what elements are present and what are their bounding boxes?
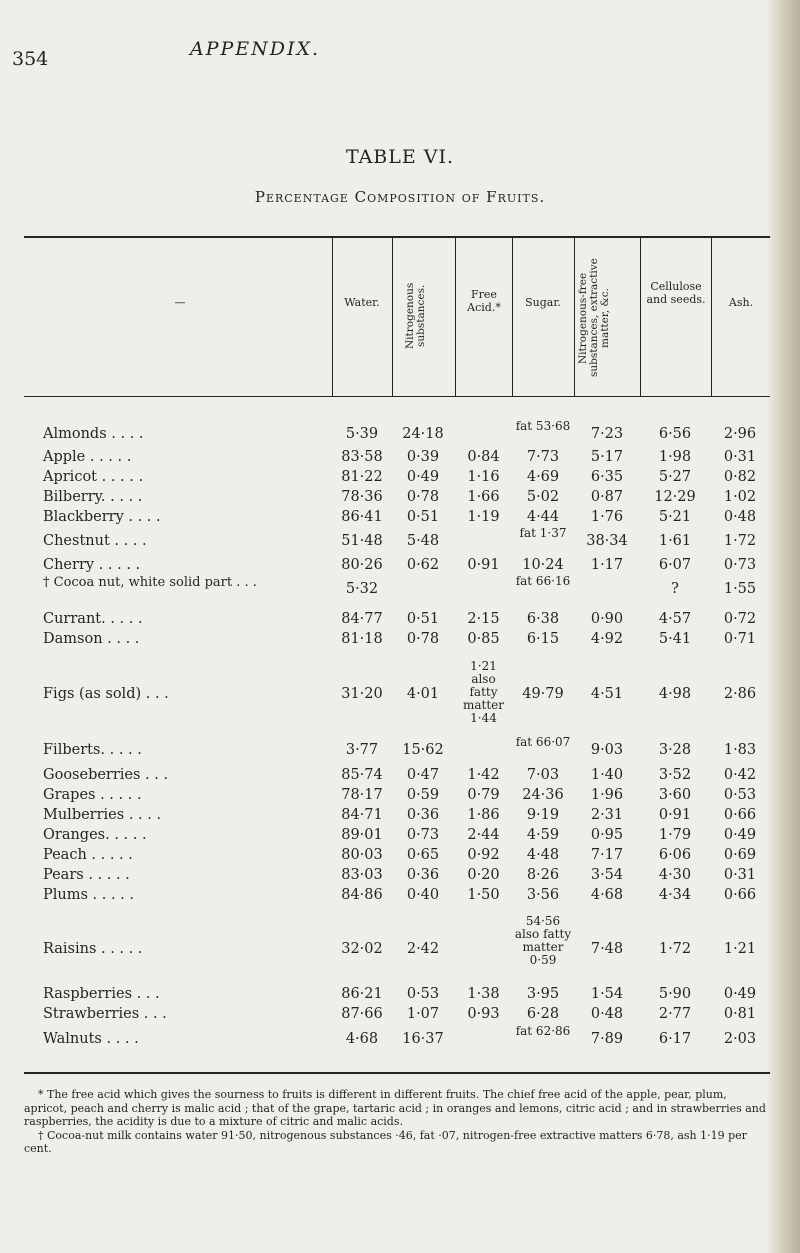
cell-free-acid: 0·85 [467,631,500,647]
column-divider [512,238,513,396]
table-subtitle: Percentage Composition of Fruits. [254,188,546,206]
cell-water: 86·21 [341,986,383,1002]
cell-ash: 0·49 [723,986,757,1002]
cell-ash: 0·69 [723,847,757,863]
cell-free-acid: 1·16 [467,469,500,485]
cell-sugar: 8·26 [526,867,560,883]
cell-water: 86·41 [341,509,383,525]
cell-cellulose: 5·27 [658,469,692,485]
cell-nitrogen-free: 2·31 [590,807,624,823]
cell-sugar: 4·44 [526,509,560,525]
footnote-cocoa: † Cocoa-nut milk contains water 91·50, nitrogenous substances ·46, fat ·07, nitrogen-free extractive matters 6·78, ash 1·19 per cent. [24,1128,747,1155]
cell-nitrogenous: 0·62 [406,557,440,573]
fruit-name: Blackberry . . . . [43,509,161,525]
fruit-name: Cherry . . . . . [43,557,141,573]
cell-water: 84·71 [341,807,383,823]
cell-water: 5·32 [345,581,379,597]
fruit-name: Pears . . . . . [43,867,130,883]
fruit-name: Gooseberries . . . [43,767,169,783]
cell-nitrogenous: 5·48 [406,533,440,549]
header-cellulose: Cellulose and seeds. [646,280,706,306]
cell-sugar: 4·59 [526,827,560,843]
cell-water: 85·74 [341,767,383,783]
cell-cellulose: 6·56 [658,426,692,442]
cell-nitrogenous: 1·07 [406,1006,440,1022]
cell-nitrogen-free: 9·03 [590,742,624,758]
cell-sugar: 4·48 [526,847,560,863]
fruit-name: Grapes . . . . . [43,787,142,803]
cell-sugar: 24·36 [522,787,564,803]
cell-nitrogenous: 0·78 [406,489,440,505]
cell-nitrogenous: 0·47 [406,767,440,783]
cell-free-acid: 1·50 [467,887,500,903]
fruit-name: Raisins . . . . . [43,941,143,957]
cell-nitrogen-free: 0·95 [590,827,624,843]
cell-nitrogen-free: 4·51 [590,686,624,702]
cell-sugar: 6·38 [526,611,560,627]
fruit-name: Damson . . . . [43,631,140,647]
cell-free-acid: 0·91 [467,557,500,573]
cell-sugar: 7·03 [526,767,560,783]
cell-nitrogen-free: 38·34 [586,533,628,549]
cell-ash: 2·86 [723,686,757,702]
cell-sugar: 9·19 [526,807,560,823]
cell-ash: 0·42 [723,767,757,783]
cell-water: 51·48 [341,533,383,549]
table-title: TABLE VI. [345,146,455,168]
fruit-name: Walnuts . . . . [43,1031,139,1047]
cell-cellulose: 5·90 [658,986,692,1002]
cell-sugar: 3·56 [526,887,560,903]
cell-sugar: 4·69 [526,469,560,485]
cell-ash: 0·71 [723,631,757,647]
cell-ash: 0·66 [723,807,757,823]
cell-nitrogenous: 0·78 [406,631,440,647]
table-top-rule [24,236,770,238]
fruit-name: Oranges. . . . . [43,827,147,843]
column-divider [332,238,333,396]
cell-water: 4·68 [345,1031,379,1047]
cell-cellulose: 4·98 [658,686,692,702]
cell-nitrogen-free: 6·35 [590,469,624,485]
cell-cellulose: 1·72 [658,941,692,957]
column-divider [392,238,393,396]
fruit-name: † Cocoa nut, white solid part . . . [43,575,257,590]
fruit-name: Currant. . . . . [43,611,143,627]
cell-ash: 0·49 [723,827,757,843]
cell-free-acid: 1·66 [467,489,500,505]
cell-nitrogenous: 2·42 [406,941,440,957]
cell-ash: 1·02 [723,489,757,505]
cell-cellulose: 5·21 [658,509,692,525]
cell-free-acid: 1·42 [467,767,500,783]
cell-cellulose: 6·06 [658,847,692,863]
cell-ash: 0·73 [723,557,757,573]
cell-nitrogenous: 4·01 [406,686,440,702]
cell-nitrogen-free: 3·54 [590,867,624,883]
cell-ash: 0·72 [723,611,757,627]
cell-water: 80·26 [341,557,383,573]
cell-sugar: 54·56 also fatty matter 0·59 [514,914,572,967]
cell-water: 87·66 [341,1006,383,1022]
cell-nitrogen-free: 7·23 [590,426,624,442]
cell-nitrogen-free: 4·92 [590,631,624,647]
cell-cellulose: ? [671,581,679,597]
fruit-name: Plums . . . . . [43,887,135,903]
fruit-name: Filberts. . . . . [43,742,142,758]
cell-free-acid: 0·84 [467,449,500,465]
cell-nitrogen-free: 0·48 [590,1006,624,1022]
cell-cellulose: 2·77 [658,1006,692,1022]
cell-ash: 0·31 [723,867,757,883]
column-divider [455,238,456,396]
cell-cellulose: 12·29 [654,489,696,505]
cell-nitrogen-free: 1·96 [590,787,624,803]
cell-sugar: 5·02 [526,489,560,505]
cell-nitrogenous: 0·51 [406,611,440,627]
cell-nitrogen-free: 7·17 [590,847,624,863]
cell-sugar: fat 1·37 [519,525,567,540]
fruit-name: Apple . . . . . [43,449,132,465]
cell-free-acid: 2·44 [467,827,500,843]
cell-sugar: 49·79 [522,686,564,702]
cell-nitrogenous: 0·36 [406,867,440,883]
cell-sugar: fat 66·07 [515,734,571,749]
cell-water: 83·03 [341,867,383,883]
cell-cellulose: 6·07 [658,557,692,573]
cell-water: 78·36 [341,489,383,505]
cell-cellulose: 1·79 [658,827,692,843]
cell-sugar: 7·73 [526,449,560,465]
cell-nitrogenous: 24·18 [402,426,444,442]
cell-water: 81·22 [341,469,383,485]
cell-water: 84·77 [341,611,383,627]
cell-cellulose: 6·17 [658,1031,692,1047]
cell-sugar: fat 62·86 [515,1023,571,1038]
cell-free-acid: 1·86 [467,807,500,823]
header-free-acid: Free Acid.* [467,288,501,314]
cell-nitrogen-free: 7·89 [590,1031,624,1047]
cell-ash: 1·72 [723,533,757,549]
table-header-rule [24,396,770,397]
fruit-name: Figs (as sold) . . . [43,686,169,702]
cell-ash: 0·31 [723,449,757,465]
cell-free-acid: 0·92 [467,847,500,863]
fruit-name: Raspberries . . . [43,986,160,1002]
header-nitrogenous: Nitrogenous substances. [404,282,427,350]
cell-water: 5·39 [345,426,379,442]
cell-sugar: 10·24 [522,557,564,573]
cell-sugar: 6·28 [526,1006,560,1022]
cell-nitrogen-free: 0·87 [590,489,624,505]
running-head: APPENDIX. [190,38,321,60]
cell-sugar: 6·15 [526,631,560,647]
cell-water: 3·77 [345,742,379,758]
fruit-name: Peach . . . . . [43,847,133,863]
header-water: Water. [344,296,380,309]
cell-nitrogenous: 15·62 [402,742,444,758]
cell-nitrogenous: 0·40 [406,887,440,903]
cell-ash: 1·83 [723,742,757,758]
fruit-name: Bilberry. . . . . [43,489,143,505]
cell-cellulose: 4·57 [658,611,692,627]
cell-nitrogen-free: 0·90 [590,611,624,627]
cell-water: 31·20 [341,686,383,702]
cell-cellulose: 3·28 [658,742,692,758]
cell-water: 89·01 [341,827,383,843]
cell-ash: 2·03 [723,1031,757,1047]
table-bottom-rule [24,1072,770,1074]
cell-ash: 1·55 [723,581,757,597]
footnotes [24,1088,768,1156]
cell-nitrogen-free: 4·68 [590,887,624,903]
cell-cellulose: 1·61 [658,533,692,549]
cell-free-acid: 1·38 [467,986,500,1002]
cell-nitrogenous: 0·53 [406,986,440,1002]
cell-cellulose: 4·34 [658,887,692,903]
cell-nitrogen-free: 1·40 [590,767,624,783]
cell-water: 81·18 [341,631,383,647]
cell-nitrogen-free: 7·48 [590,941,624,957]
cell-nitrogenous: 0·65 [406,847,440,863]
cell-sugar: fat 66·16 [515,573,571,588]
column-divider [711,238,712,396]
cell-water: 78·17 [341,787,383,803]
fruit-name: Strawberries . . . [43,1006,167,1022]
cell-nitrogenous: 0·49 [406,469,440,485]
cell-nitrogen-free: 5·17 [590,449,624,465]
cell-water: 83·58 [341,449,383,465]
cell-free-acid: 0·79 [467,787,500,803]
fruit-name: Almonds . . . . [43,426,144,442]
cell-nitrogenous: 0·39 [406,449,440,465]
cell-water: 32·02 [341,941,383,957]
column-divider [640,238,641,396]
cell-ash: 2·96 [723,426,757,442]
cell-cellulose: 0·91 [658,807,692,823]
header-sugar: Sugar. [525,296,561,309]
footnote-acid: * The free acid which gives the sourness to fruits is different in different fruits. The chief free acid of the apple, pear, plum, apricot, peach and cherry is malic acid ; that of the grape, tartaric acid ; in oranges and lemons, citric acid ; and in strawberries and raspberries, the acidity is due to a mixture of citric and malic acids. [24,1088,766,1128]
cell-nitrogen-free: 1·54 [590,986,624,1002]
cell-cellulose: 3·60 [658,787,692,803]
cell-ash: 1·21 [723,941,757,957]
cell-nitrogenous: 16·37 [402,1031,444,1047]
cell-cellulose: 3·52 [658,767,692,783]
cell-free-acid: 2·15 [467,611,500,627]
cell-free-acid: 1·19 [467,509,500,525]
cell-water: 80·03 [341,847,383,863]
cell-free-acid: 0·20 [467,867,500,883]
column-divider [574,238,575,396]
header-nitrogen-free: Nitrogenous-free substances, extractive matter, &c. [577,258,611,378]
cell-cellulose: 4·30 [658,867,692,883]
cell-water: 84·86 [341,887,383,903]
cell-nitrogen-free: 1·76 [590,509,624,525]
cell-cellulose: 5·41 [658,631,692,647]
cell-free-acid: 1·21 also fatty matter 1·44 [462,659,504,725]
cell-ash: 0·48 [723,509,757,525]
cell-nitrogenous: 0·36 [406,807,440,823]
cell-nitrogenous: 0·51 [406,509,440,525]
cell-nitrogenous: 0·59 [406,787,440,803]
header-fruit: — [174,296,186,309]
cell-cellulose: 1·98 [658,449,692,465]
cell-ash: 0·53 [723,787,757,803]
cell-free-acid: 0·93 [467,1006,500,1022]
cell-ash: 0·81 [723,1006,757,1022]
cell-ash: 0·66 [723,887,757,903]
cell-nitrogenous: 0·73 [406,827,440,843]
header-ash: Ash. [728,296,754,309]
fruit-name: Apricot . . . . . [43,469,144,485]
fruit-name: Mulberries . . . . [43,807,162,823]
fruit-name: Chestnut . . . . [43,533,147,549]
cell-nitrogen-free: 1·17 [590,557,624,573]
cell-sugar: fat 53·68 [515,418,571,433]
cell-sugar: 3·95 [526,986,560,1002]
page-number: 354 [12,48,49,70]
cell-ash: 0·82 [723,469,757,485]
